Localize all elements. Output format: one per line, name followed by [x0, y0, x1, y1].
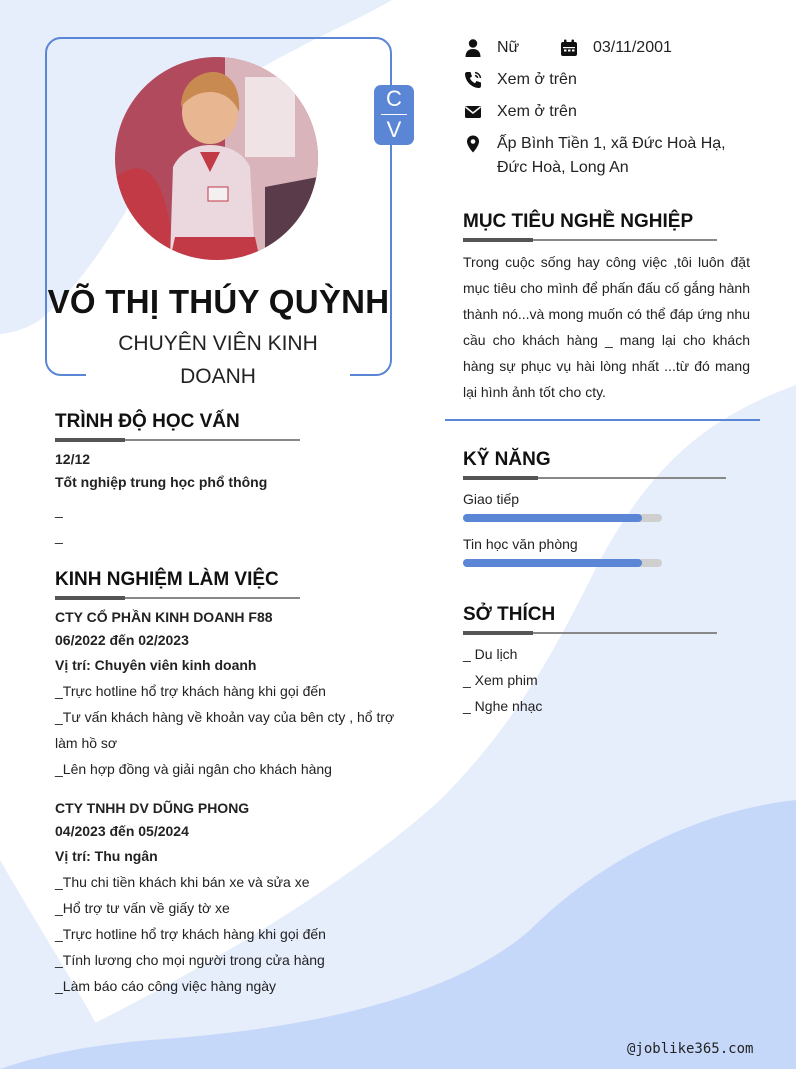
education-grade: 12/12	[55, 451, 91, 467]
objective-heading: MỤC TIÊU NGHỀ NGHIỆP	[463, 211, 694, 232]
phone-icon	[463, 70, 483, 90]
candidate-title: CHUYÊN VIÊN KINH DOANH	[118, 332, 318, 388]
job-1-duty-1: _Trực hotline hổ trợ khách hàng khi gọi đến	[55, 683, 326, 699]
hobby-2: _ Xem phim	[463, 672, 538, 688]
job-2-duty-4: _Tính lương cho mọi người trong cửa hàng	[55, 952, 325, 968]
education-degree: Tốt nghiệp trung học phổ thông	[55, 474, 268, 490]
objective-text: Trong cuộc sống hay công việc ,tôi luôn đặt mục tiêu cho mình để phấn đấu cố gắng hành thành nó...và mong muốn có thể đáp ứng nhu cầu cho khách hàng _ mang lại cho khách hàng sự phục vụ hài lòng nhất ...từ đó mang lại hình ảnh tốt cho cty.	[463, 254, 750, 400]
user-icon	[463, 38, 483, 58]
skill-2-name: Tin học văn phòng	[463, 536, 578, 552]
education-line-1: _	[55, 502, 63, 518]
cv-badge	[374, 85, 414, 145]
education-line-2: _	[55, 528, 63, 544]
email-row	[463, 100, 663, 124]
address-line-2: Đức Hoà, Long An	[497, 159, 629, 176]
hobby-3: _ Nghe nhạc	[463, 698, 543, 714]
mail-icon	[463, 102, 483, 122]
skill-1-name: Giao tiếp	[463, 491, 520, 507]
education-heading: TRÌNH ĐỘ HỌC VẤN	[55, 411, 240, 432]
job-2-duty-1: _Thu chi tiền khách khi bán xe và sửa xe	[55, 874, 310, 890]
footer-site[interactable]: @joblike365.com	[627, 1041, 754, 1057]
avatar[interactable]	[115, 57, 318, 260]
job-2-company: CTY TNHH DV DŨNG PHONG	[55, 800, 250, 816]
skills-underline	[463, 477, 726, 479]
job-1-position: Vị trí: Chuyên viên kinh doanh	[55, 657, 257, 673]
skill-1-fill	[463, 514, 642, 522]
job-1-duty-2-line-2: làm hồ sơ	[55, 735, 118, 751]
skills-heading: KỸ NĂNG	[463, 449, 551, 470]
cv-badge-bottom: V	[386, 117, 402, 142]
candidate-name: VÕ THỊ THÚY QUỲNH	[47, 283, 390, 320]
education-underline	[55, 439, 300, 441]
hobbies-underline	[463, 632, 717, 634]
job-2-duty-5: _Làm báo cáo công việc hàng ngày	[55, 978, 277, 994]
skill-2-fill	[463, 559, 642, 567]
calendar-icon	[559, 38, 579, 58]
email-value[interactable]: Xem ở trên	[497, 103, 577, 120]
section-divider	[445, 419, 760, 421]
phone-value[interactable]: Xem ở trên	[497, 71, 577, 88]
phone-row	[463, 68, 663, 92]
gender-value: Nữ	[497, 39, 520, 56]
skill-1-bar	[463, 514, 662, 522]
cv-badge-divider	[381, 114, 407, 115]
job-2-duty-3: _Trực hotline hổ trợ khách hàng khi gọi đến	[55, 926, 326, 942]
hobby-1: _ Du lịch	[463, 646, 518, 662]
hobbies-heading: SỞ THÍCH	[463, 604, 556, 625]
job-1-company: CTY CỔ PHẦN KINH DOANH F88	[55, 609, 273, 625]
job-1-duty-2-line-1: _Tư vấn khách hàng về khoản vay của bên cty , hổ trợ	[55, 709, 395, 725]
avatar-photo	[115, 57, 318, 260]
job-2-position: Vị trí: Thu ngân	[55, 848, 158, 864]
job-2-duty-2: _Hổ trợ tư vấn về giấy tờ xe	[55, 900, 230, 916]
job-1-duty-3: _Lên hợp đồng và giải ngân cho khách hàng	[55, 761, 332, 777]
job-2-period: 04/2023 đến 05/2024	[55, 823, 189, 839]
birthday-row	[559, 36, 719, 60]
experience-heading: KINH NGHIỆM LÀM VIỆC	[55, 569, 279, 590]
experience-underline	[55, 597, 300, 599]
job-1-period: 06/2022 đến 02/2023	[55, 632, 189, 648]
location-pin-icon	[463, 134, 483, 154]
cv-badge-top: C	[386, 86, 402, 111]
address-row	[463, 132, 753, 182]
skill-2-bar	[463, 559, 662, 567]
address-line-1: Ấp Bình Tiền 1, xã Đức Hoà Hạ,	[497, 135, 726, 152]
birthday-value: 03/11/2001	[593, 39, 672, 56]
objective-underline	[463, 239, 717, 241]
